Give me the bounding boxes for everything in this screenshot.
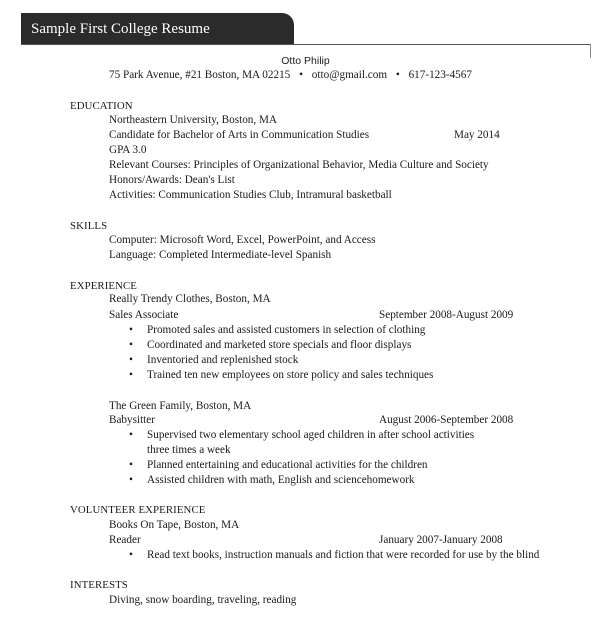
header-rule (21, 44, 591, 45)
job2-bullet: Planned entertaining and educational activities for the children (147, 459, 428, 471)
bullet-icon: • (129, 354, 133, 366)
bullet-icon: • (129, 474, 133, 486)
job2-bullet: Assisted children with math, English and sciencehomework (147, 474, 415, 486)
job1-bullet: Promoted sales and assisted customers in selection of clothing (147, 324, 426, 336)
resume-banner (21, 13, 294, 45)
education-gpa: GPA 3.0 (109, 144, 147, 156)
skills-language: Language: Completed Intermediate-level Spanish (109, 249, 332, 261)
volunteer-title: Reader (109, 534, 141, 546)
bullet-icon: • (129, 429, 133, 441)
education-courses: Relevant Courses: Principles of Organizational Behavior, Media Culture and Society (109, 159, 489, 171)
bullet-icon: • (129, 339, 133, 351)
skills-heading: SKILLS (70, 220, 108, 232)
contact-line (109, 68, 472, 83)
volunteer-heading: VOLUNTEER EXPERIENCE (70, 504, 206, 516)
bullet-icon: • (129, 459, 133, 471)
job1-bullet: Trained ten new employees on store policy and sales techniques (147, 369, 434, 381)
bullet-icon: • (129, 369, 133, 381)
phone: 617-123-4567 (408, 69, 472, 81)
job1-title: Sales Associate (109, 309, 179, 321)
job1-dates: September 2008-August 2009 (379, 309, 514, 321)
job2-bullet-continued: three times a week (147, 444, 231, 456)
experience-heading: EXPERIENCE (70, 280, 137, 292)
job2-bullet: Supervised two elementary school aged children in after school activities (147, 429, 475, 441)
email: otto@gmail.com (311, 69, 388, 81)
interests-heading: INTERESTS (70, 579, 128, 591)
address: 75 Park Avenue, #21 Boston, MA 02215 (109, 69, 291, 81)
education-degree: Candidate for Bachelor of Arts in Communication Studies (109, 129, 370, 141)
job1-employer: Really Trendy Clothes, Boston, MA (109, 293, 271, 305)
education-activities: Activities: Communication Studies Club, Intramural basketball (109, 189, 392, 201)
job2-dates: August 2006-September 2008 (379, 414, 514, 426)
contact-separator: • (299, 69, 303, 81)
candidate-name: Otto Philip (281, 55, 330, 67)
banner-title: Sample First College Resume (31, 21, 210, 37)
education-heading: EDUCATION (70, 100, 133, 112)
job2-title: Babysitter (109, 414, 155, 426)
bullet-icon: • (129, 549, 133, 561)
job1-bullet: Inventoried and replenished stock (147, 354, 299, 366)
volunteer-bullet: Read text books, instruction manuals and fiction that were recorded for use by the blind (147, 549, 540, 561)
contact-separator: • (395, 69, 400, 81)
skills-computer: Computer: Microsoft Word, Excel, PowerPoint, and Access (109, 234, 376, 246)
bullet-icon: • (129, 324, 133, 336)
education-honors: Honors/Awards: Dean's List (109, 174, 235, 186)
education-school: Northeastern University, Boston, MA (109, 114, 277, 126)
education-degree-date: May 2014 (454, 129, 500, 141)
volunteer-dates: January 2007-January 2008 (379, 534, 503, 546)
volunteer-org: Books On Tape, Boston, MA (109, 519, 240, 531)
job1-bullet: Coordinated and marketed store specials and floor displays (147, 339, 412, 351)
interests-list: Diving, snow boarding, traveling, reading (109, 594, 297, 606)
job2-employer: The Green Family, Boston, MA (109, 400, 252, 412)
